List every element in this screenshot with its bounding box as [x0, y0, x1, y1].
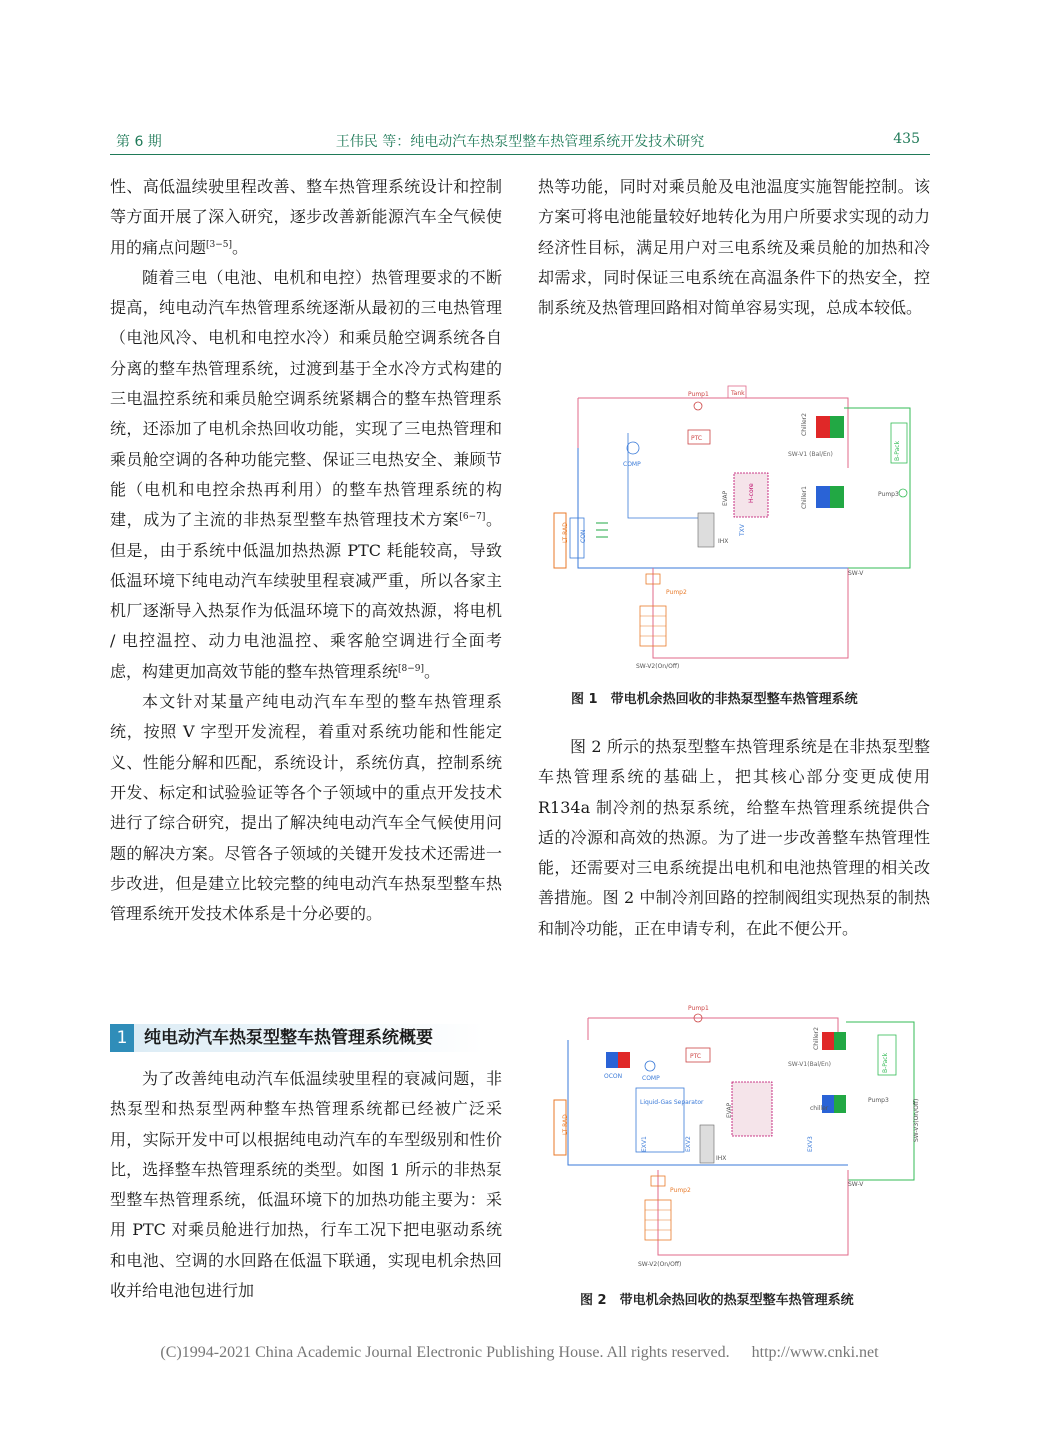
section-title: 纯电动汽车热泵型整车热管理系统概要 [144, 1028, 433, 1048]
svg-text:TXV: TXV [739, 524, 746, 536]
left-column [110, 172, 502, 929]
svg-text:SW-V: SW-V [848, 1181, 864, 1188]
paragraph: 性、高低温续驶里程改善、整车热管理系统设计和控制等方面开展了深入研究，逐步改善新能源汽车全气候使用的痛点问题[3−5]。 [110, 177, 502, 257]
ihx-box [698, 513, 714, 547]
section-heading [110, 1024, 502, 1052]
svg-text:PTC: PTC [691, 435, 703, 442]
figure-1-caption: 图 1 带电机余热回收的非热泵型整车热管理系统 [571, 692, 858, 707]
comp-symbol [645, 1061, 655, 1071]
running-header [110, 128, 930, 155]
svg-text:Pump3: Pump3 [868, 1097, 889, 1104]
issue-number: 第 6 期 [116, 134, 162, 150]
svg-text:EXV3: EXV3 [807, 1136, 814, 1152]
svg-text:COMP: COMP [642, 1075, 660, 1082]
chiller2-red [822, 1032, 834, 1050]
svg-text:SW-V1 (Bal/En): SW-V1 (Bal/En) [788, 451, 833, 458]
svg-text:COMP: COMP [623, 461, 641, 468]
chiller2-green [830, 416, 844, 438]
comp-symbol [627, 442, 639, 454]
section-number: 1 [110, 1024, 134, 1052]
chiller1-blue [816, 486, 830, 508]
svg-text:Pump2: Pump2 [666, 589, 687, 596]
chiller2-red [816, 416, 830, 438]
svg-text:LT RAD: LT RAD [562, 1114, 569, 1135]
ocon-red [618, 1052, 630, 1068]
svg-text:Liquid-Gas Separator: Liquid-Gas Separator [640, 1099, 704, 1106]
ocon-blue [606, 1052, 618, 1068]
svg-text:EXV2: EXV2 [685, 1136, 692, 1152]
section-body [110, 1064, 502, 1306]
svg-text:OCON: OCON [604, 1073, 623, 1080]
svg-text:EVAP: EVAP [726, 1102, 733, 1118]
svg-text:Pump1: Pump1 [688, 391, 709, 398]
running-title: 王伟民 等：纯电动汽车热泵型整车热管理系统开发技术研究 [335, 134, 705, 150]
svg-text:B-Pack: B-Pack [882, 1052, 889, 1073]
svg-text:Chiller1: Chiller1 [801, 486, 808, 509]
right-column-mid [538, 732, 930, 944]
svg-text:SW-V2(On/Off): SW-V2(On/Off) [636, 663, 680, 670]
paragraph: 为了改善纯电动汽车低温续驶里程的衰减问题，非热泵型和热泵型两种整车热管理系统都已经被广泛采用，实际开发中可以根据纯电动汽车的车型级别和性价比，选择整车热管理系统的类型。如图 1 所示的非热泵型整车热管理系统，低温环境下的加热功能主要为：采用 PTC 对乘员舱进行加热，行车工况下把电驱动系统和电池、空调的水回路在低温下联通，实现电机余热回收并给电池包进行加 [110, 1069, 502, 1301]
svg-text:Chiller2: Chiller2 [813, 1027, 820, 1050]
citation: [6−7] [459, 512, 486, 523]
svg-text:EVAP: EVAP [722, 490, 729, 506]
figure-1-diagram [548, 378, 928, 673]
pump3-symbol [899, 489, 907, 497]
right-column-top [538, 172, 930, 323]
svg-text:EXV1: EXV1 [641, 1136, 648, 1152]
footer-url[interactable]: http://www.cnki.net [751, 1344, 879, 1361]
svg-text:IHX: IHX [718, 538, 729, 545]
svg-text:Pump3: Pump3 [878, 491, 899, 498]
copyright-text: (C)1994-2021 China Academic Journal Electronic Publishing House. All rights reserved. [160, 1344, 730, 1361]
paragraph: 热等功能，同时对乘员舱及电池温度实施智能控制。该方案可将电池能量较好地转化为用户所要求实现的动力经济性目标，满足用户对三电系统及乘员舱的加热和冷却需求，同时保证三电系统在高温条件下的热安全，控制系统及热管理回路相对简单容易实现，总成本较低。 [538, 177, 930, 318]
chiller2-green [834, 1032, 846, 1050]
svg-text:CON: CON [580, 529, 587, 543]
svg-text:IHX: IHX [716, 1155, 727, 1162]
svg-text:SW-V1(Bal/En): SW-V1(Bal/En) [788, 1061, 831, 1068]
chiller-green [834, 1095, 846, 1113]
svg-text:B-Pack: B-Pack [894, 440, 901, 461]
paragraph: 本文针对某量产纯电动汽车车型的整车热管理系统，按照 V 字型开发流程，着重对系统功能和性能定义、性能分解和匹配，系统设计，系统仿真，控制系统开发、标定和试验验证等各个子领域中的重点开发技术进行了综合研究，提出了解决纯电动汽车全气候使用问题的解决方案。尽管各子领域的关键开发技术还需进一步改进，但是建立比较完整的纯电动汽车热泵型整车热管理系统开发技术体系是十分必要的。 [110, 692, 502, 924]
paragraph: 随着三电（电池、电机和电控）热管理要求的不断提高，纯电动汽车热管理系统逐渐从最初的三电热管理（电池风冷、电机和电控水冷）和乘员舱空调系统各自分离的整车热管理系统，过渡到基于全水冷方式构建的三电温控系统和乘员舱空调系统紧耦合的整车热管理系统，还添加了电机余热回收功能，实现了三电热管理和乘员舱空调的各种功能完整、保证三电热安全、兼顾节能（电机和电控余热再利用）的整车热管理系统的构建，成为了主流的非热泵型整车热管理技术方案[6−7]。但是，由于系统中低温加热热源 PTC 耗能较高，导致低温环境下纯电动汽车续驶里程衰减严重，所以各家主机厂逐渐导入热泵作为低温环境下的高效热源，将电机 / 电控温控、动力电池温控、乘客舱空调进行全面考虑，构建更加高效节能的整车热管理系统[8−9]。 [110, 267, 502, 681]
svg-text:SW-V: SW-V [848, 570, 864, 577]
svg-text:H-core: H-core [748, 483, 755, 503]
citation: [3−5] [206, 239, 233, 250]
page-number: 435 [893, 131, 920, 147]
svg-text:LT RAD: LT RAD [562, 522, 569, 543]
citation: [8−9] [398, 663, 425, 674]
chiller1-green [830, 486, 844, 508]
svg-text:Pump1: Pump1 [688, 1005, 709, 1012]
ihx-box [700, 1125, 714, 1163]
svg-text:Chiller2: Chiller2 [801, 413, 808, 436]
svg-text:SW-V3(On/Off): SW-V3(On/Off) [913, 1098, 920, 1142]
svg-text:chiller: chiller [810, 1105, 829, 1112]
copyright-footer [0, 1344, 1039, 1362]
svg-text:PTC: PTC [690, 1053, 702, 1060]
svg-text:Pump2: Pump2 [670, 1187, 691, 1194]
svg-text:Tank: Tank [731, 390, 745, 397]
figure-2-diagram [548, 1000, 928, 1270]
paragraph: 图 2 所示的热泵型整车热管理系统是在非热泵型整车热管理系统的基础上，把其核心部分变更成使用 R134a 制冷剂的热泵系统，给整车热管理系统提供合适的冷源和高效的热源。为了进一步改善整车热管理性能，还需要对三电系统提出电机和电池热管理的相关改善措施。图 2 中制冷剂回路的控制阀组实现热泵的制热和制冷功能，正在申请专利，在此不便公开。 [538, 737, 930, 938]
figure-2-caption: 图 2 带电机余热回收的热泵型整车热管理系统 [580, 1293, 854, 1308]
hcore-box [732, 1082, 772, 1136]
pump1-symbol [694, 402, 702, 410]
svg-text:SW-V2(On/Off): SW-V2(On/Off) [638, 1261, 682, 1268]
